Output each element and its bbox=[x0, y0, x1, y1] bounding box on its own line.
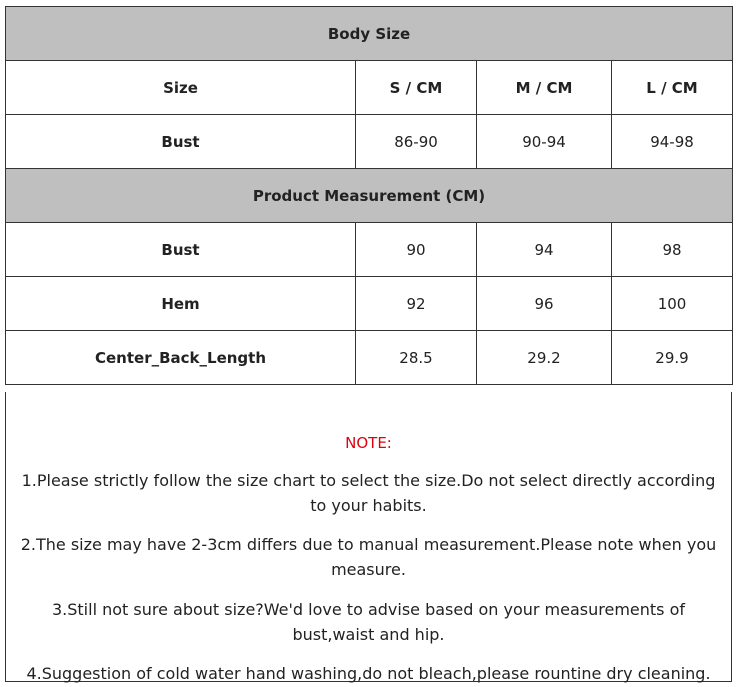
note-line-4: 4.Suggestion of cold water hand washing,do not bleach,please rountine dry cleaning. bbox=[26, 664, 711, 683]
size-m-header: M / CM bbox=[477, 61, 612, 115]
body-size-header-row bbox=[6, 7, 733, 61]
body-bust-label: Bust bbox=[6, 115, 356, 169]
body-bust-s: 86-90 bbox=[356, 115, 477, 169]
product-row-label: Center_Back_Length bbox=[6, 331, 356, 385]
note-line-1: 1.Please strictly follow the size chart to select the size.Do not select directly according to your habits. bbox=[21, 471, 716, 515]
product-row-l: 29.9 bbox=[612, 331, 733, 385]
body-bust-m: 90-94 bbox=[477, 115, 612, 169]
product-row-label: Bust bbox=[6, 223, 356, 277]
product-row-m: 29.2 bbox=[477, 331, 612, 385]
table-row bbox=[6, 331, 733, 385]
product-row-m: 96 bbox=[477, 277, 612, 331]
product-row-l: 98 bbox=[612, 223, 733, 277]
size-row bbox=[6, 61, 733, 115]
product-row-label: Hem bbox=[6, 277, 356, 331]
body-bust-row bbox=[6, 115, 733, 169]
product-row-s: 92 bbox=[356, 277, 477, 331]
note-line-2: 2.The size may have 2-3cm differs due to manual measurement.Please note when you measure. bbox=[20, 535, 717, 579]
size-chart-table bbox=[5, 6, 733, 385]
product-row-s: 90 bbox=[356, 223, 477, 277]
table-row bbox=[6, 223, 733, 277]
product-header-row bbox=[6, 169, 733, 223]
size-l-header: L / CM bbox=[612, 61, 733, 115]
product-row-m: 94 bbox=[477, 223, 612, 277]
note-title: NOTE: bbox=[345, 434, 392, 452]
notes-section bbox=[5, 392, 732, 682]
size-s-header: S / CM bbox=[356, 61, 477, 115]
product-measurement-header: Product Measurement (CM) bbox=[6, 169, 733, 223]
product-row-l: 100 bbox=[612, 277, 733, 331]
size-label: Size bbox=[6, 61, 356, 115]
table-row bbox=[6, 277, 733, 331]
product-row-s: 28.5 bbox=[356, 331, 477, 385]
body-size-header: Body Size bbox=[6, 7, 733, 61]
body-bust-l: 94-98 bbox=[612, 115, 733, 169]
note-line-3: 3.Still not sure about size?We'd love to advise based on your measurements of bust,waist and hip. bbox=[51, 600, 686, 644]
